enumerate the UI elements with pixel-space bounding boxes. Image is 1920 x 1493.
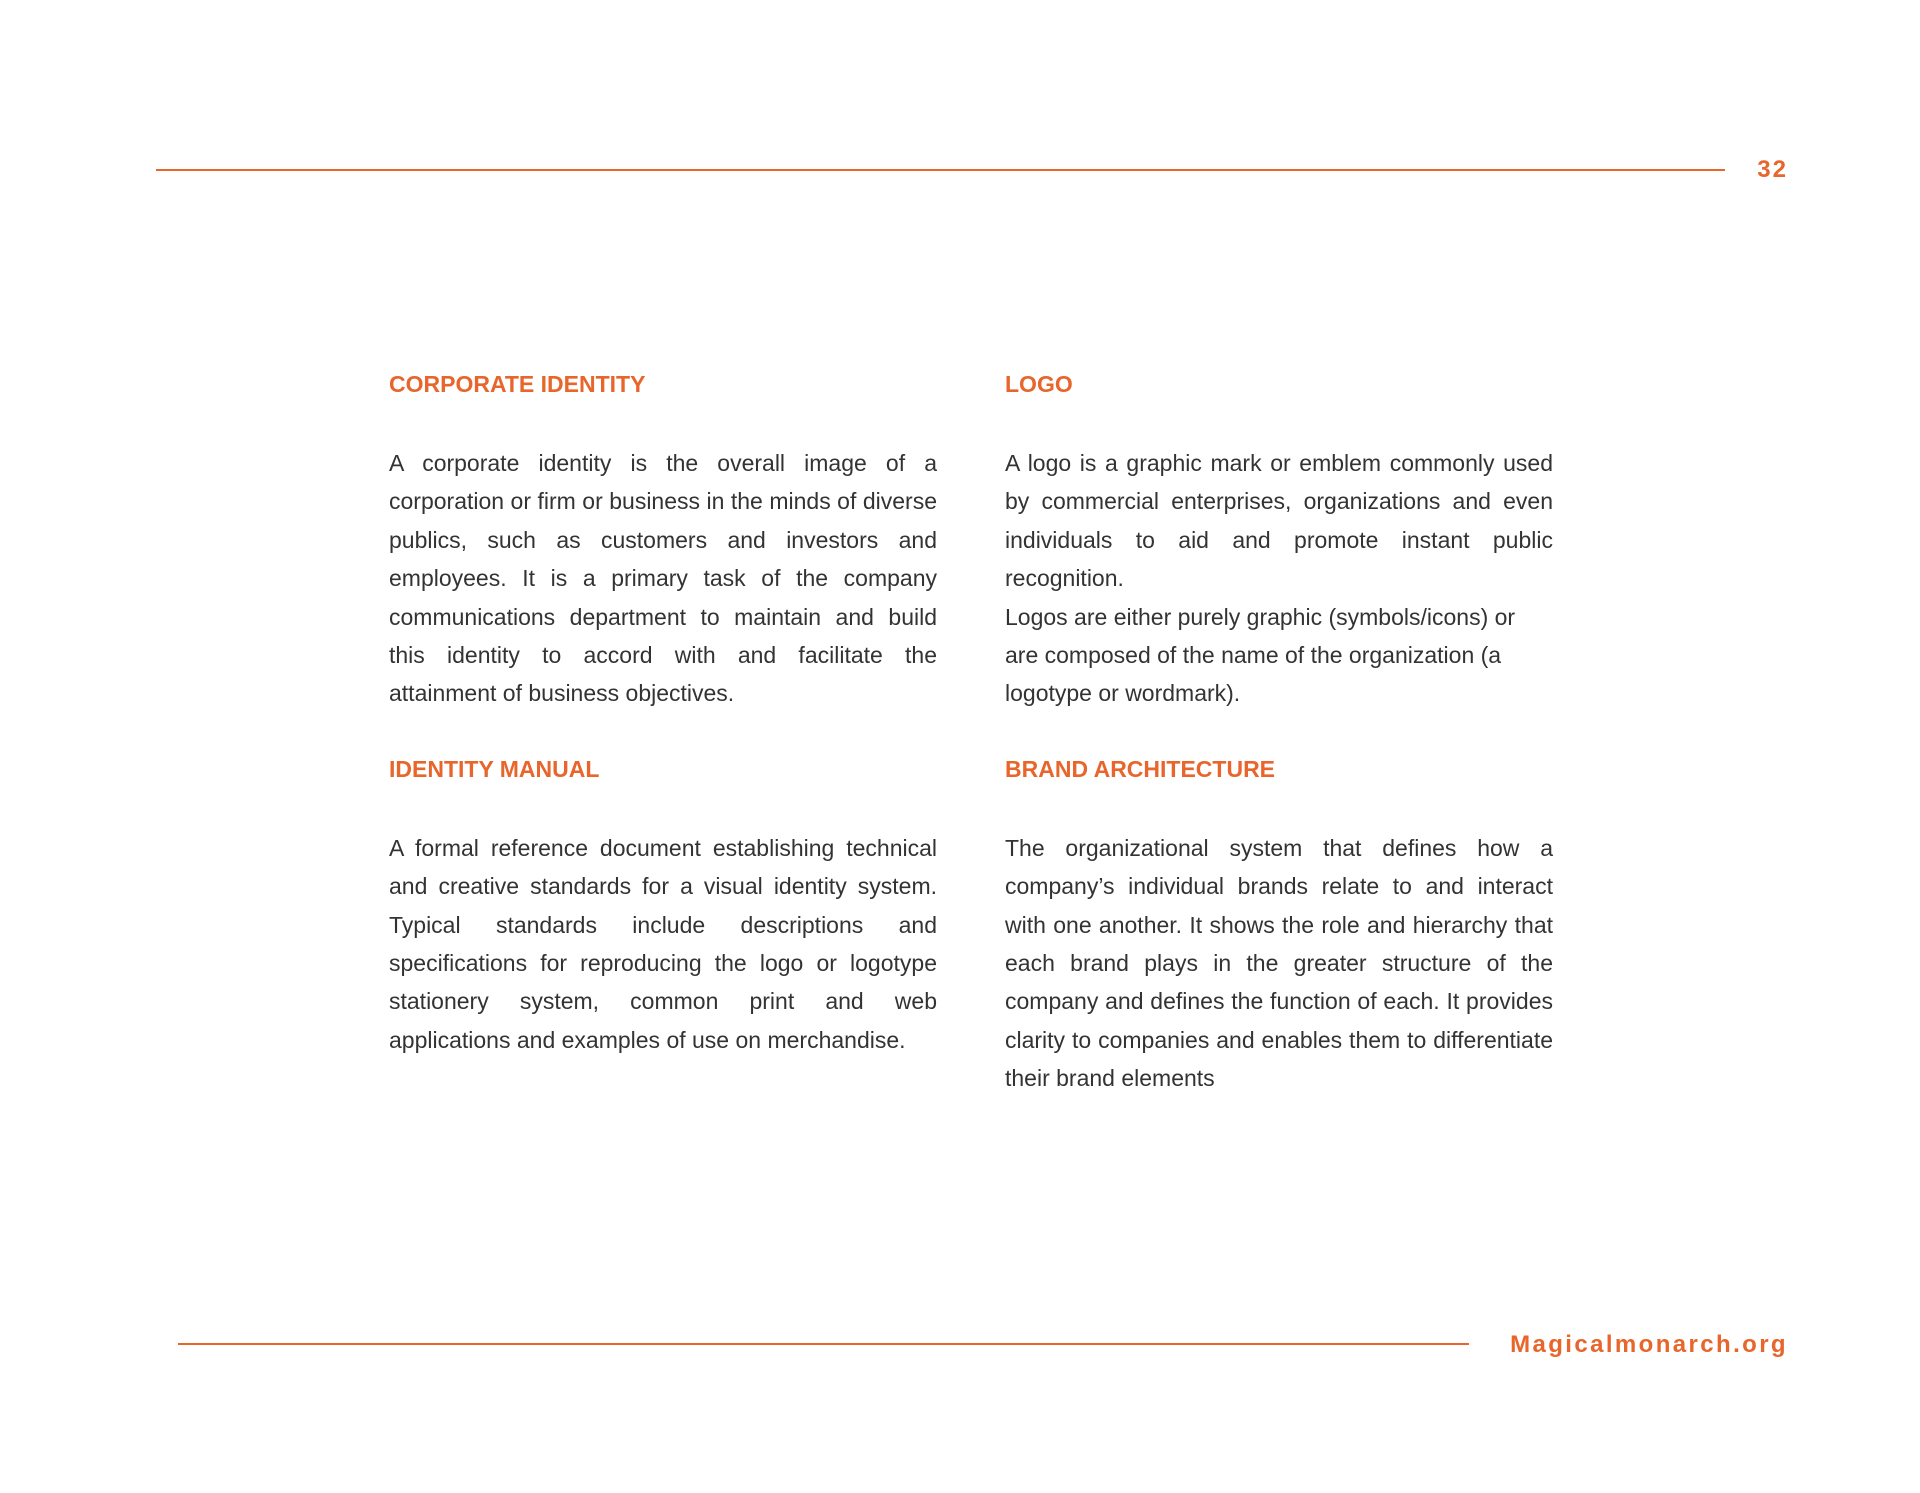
section-brand-architecture	[1005, 753, 1553, 1098]
left-column	[389, 368, 937, 1059]
footer-rule	[178, 1343, 1469, 1345]
right-column	[1005, 368, 1553, 1098]
section-body: The organizational system that defines how a company’s individual brands relate to and interact with one another. It shows the role and hierarchy that each brand plays in the greater structure of the company and defines the function of each. It provides clarity to companies and enables them to differentiate their brand elements	[1005, 834, 1553, 1092]
section-body: A corporate identity is the overall image of a corporation or firm or business in the minds of diverse publics, such as customers and investors and employees. It is a primary task of the company communications department to maintain and build this identity to accord with and facilitate the attainment of business objectives.	[389, 450, 937, 707]
section-body-continued: Logos are either purely graphic (symbols/icons) or are composed of the name of the organization (a logotype or wordmark).	[1005, 603, 1516, 707]
page-number: 32	[1757, 156, 1788, 183]
section-body: A logo is a graphic mark or emblem commonly used by commercial enterprises, organizations and even individuals to aid and promote instant public recognition.	[1005, 450, 1553, 592]
section-corporate-identity	[389, 368, 937, 713]
section-heading: CORPORATE IDENTITY	[389, 371, 646, 397]
section-body: A formal reference document establishing technical and creative standards for a visual identity system. Typical standards include descriptions and specifications for reproducing the logo or logotype stationery system, common print and web applications and examples of use on merchandise.	[389, 834, 937, 1053]
website-url: Magicalmonarch.org	[1510, 1331, 1788, 1358]
section-heading: BRAND ARCHITECTURE	[1005, 755, 1276, 782]
header-rule	[156, 169, 1725, 171]
section-logo	[1005, 368, 1553, 713]
section-identity-manual	[389, 753, 937, 1059]
section-heading: LOGO	[1005, 371, 1073, 397]
section-heading: IDENTITY MANUAL	[389, 755, 600, 782]
